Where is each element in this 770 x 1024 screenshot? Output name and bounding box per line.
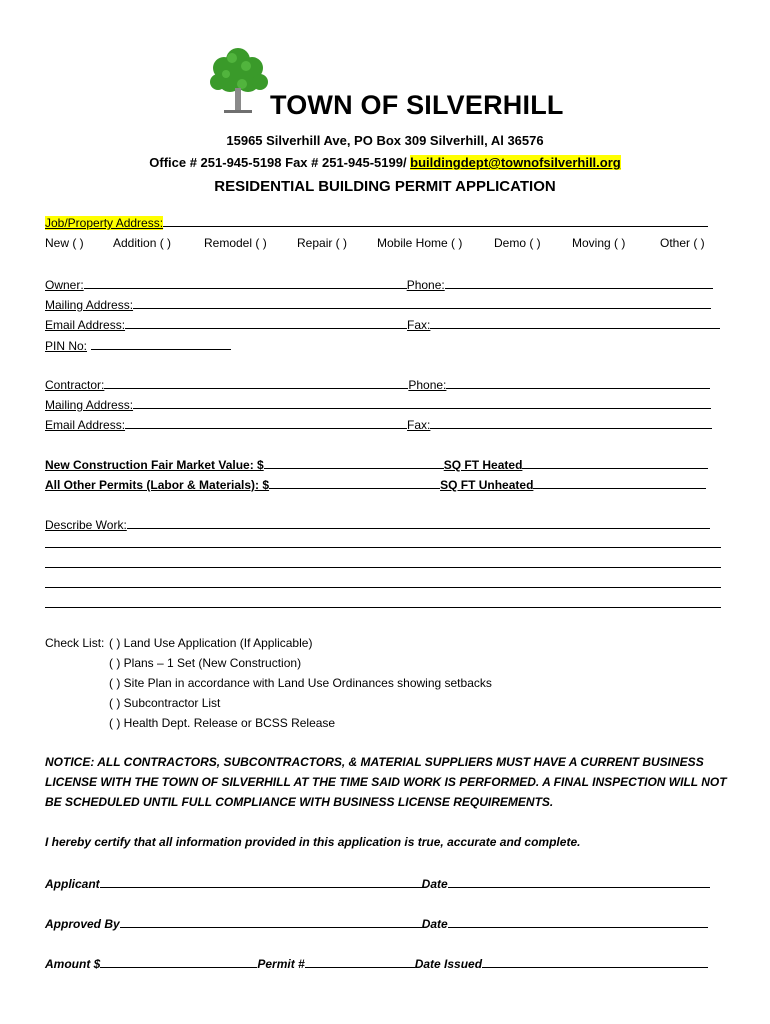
- date-issued-label: Date Issued: [414, 957, 483, 971]
- owner-email-label: Email Address:: [45, 318, 126, 332]
- owner-field[interactable]: [84, 277, 407, 289]
- business-license-notice: NOTICE: ALL CONTRACTORS, SUBCONTRACTORS, & MATERIAL SUPPLIERS MUST HAVE A CURRENT BUSINESS LICENSE WITH THE TOWN OF SILVERHILL AT THE TIME SAID WORK IS PERFORMED. A FINAL INSPECTION WILL NOT BE SCHEDULED UNTIL FULL COMPLIANCE WITH BUSINESS LICENSE REQUIREMENTS.: [45, 755, 727, 809]
- owner-label: Owner:: [45, 278, 84, 292]
- checklist-item[interactable]: ( ) Plans – 1 Set (New Construction): [109, 656, 302, 670]
- sqft-heated-label: SQ FT Heated: [443, 458, 523, 472]
- applicant-field[interactable]: [100, 876, 422, 888]
- owner-phone-label: Phone:: [406, 278, 445, 292]
- owner-mailing-row: [45, 297, 711, 312]
- checklist-item[interactable]: ( ) Subcontractor List: [109, 696, 221, 710]
- pin-label: PIN No:: [45, 339, 88, 353]
- contractor-mailing-row: [45, 397, 711, 412]
- job-address-row: [45, 215, 708, 230]
- applicant-row: [45, 876, 710, 891]
- contact-email-link[interactable]: buildingdept@townofsilverhill.org: [410, 155, 621, 170]
- owner-row: [45, 277, 713, 292]
- describe-work-field[interactable]: [127, 517, 710, 529]
- contractor-label: Contractor:: [45, 378, 105, 392]
- checklist-item[interactable]: ( ) Health Dept. Release or BCSS Release: [109, 716, 336, 730]
- sqft-unheated-field[interactable]: [533, 477, 706, 489]
- pin-field[interactable]: [91, 338, 231, 350]
- applicant-date-label: Date: [421, 877, 448, 891]
- checklist-item[interactable]: ( ) Land Use Application (If Applicable): [109, 636, 313, 650]
- contractor-mailing-label: Mailing Address:: [45, 398, 134, 412]
- permit-number-field[interactable]: [305, 956, 415, 968]
- contact-line: [0, 155, 770, 170]
- approved-by-row: [45, 916, 708, 931]
- contractor-mailing-field[interactable]: [133, 397, 711, 409]
- contractor-fax-label: Fax:: [407, 418, 431, 432]
- contractor-email-label: Email Address:: [45, 418, 126, 432]
- contractor-row: [45, 377, 710, 392]
- form-title: RESIDENTIAL BUILDING PERMIT APPLICATION: [214, 178, 556, 195]
- owner-email-field[interactable]: [125, 317, 407, 329]
- pin-row: [45, 338, 231, 353]
- new-construction-label: New Construction Fair Market Value: $: [45, 458, 264, 472]
- sqft-heated-field[interactable]: [522, 457, 708, 469]
- approved-date-field[interactable]: [448, 916, 708, 928]
- contact-phone-fax: Office # 251-945-5198 Fax # 251-945-5199/: [149, 155, 411, 170]
- other-permits-field[interactable]: [269, 477, 440, 489]
- contractor-phone-field[interactable]: [446, 377, 710, 389]
- town-logo: [206, 44, 270, 116]
- certification-statement: I hereby certify that all information provided in this application is true, accurate and complete.: [45, 835, 581, 849]
- permit-type-repair[interactable]: Repair ( ): [297, 236, 348, 250]
- describe-work-line[interactable]: [45, 607, 721, 608]
- checklist-label: Check List:: [45, 636, 105, 650]
- describe-work-line[interactable]: [45, 547, 721, 548]
- tree-icon: [206, 44, 270, 116]
- owner-mailing-label: Mailing Address:: [45, 298, 134, 312]
- owner-mailing-field[interactable]: [133, 297, 711, 309]
- applicant-date-field[interactable]: [448, 876, 710, 888]
- amount-row: [45, 956, 708, 971]
- approved-by-field[interactable]: [120, 916, 422, 928]
- amount-label: Amount $: [45, 957, 101, 971]
- job-address-label: Job/Property Address:: [45, 216, 164, 230]
- permit-type-other[interactable]: Other ( ): [660, 236, 705, 250]
- contractor-field[interactable]: [104, 377, 408, 389]
- amount-field[interactable]: [100, 956, 257, 968]
- contractor-email-row: [45, 417, 712, 432]
- contractor-phone-label: Phone:: [408, 378, 447, 392]
- other-permits-row: [45, 477, 706, 492]
- permit-type-addition[interactable]: Addition ( ): [113, 236, 172, 250]
- describe-work-line[interactable]: [45, 567, 721, 568]
- owner-fax-label: Fax:: [407, 318, 431, 332]
- new-construction-row: [45, 457, 708, 472]
- checklist-item[interactable]: ( ) Site Plan in accordance with Land Use Ordinances showing setbacks: [109, 676, 492, 690]
- permit-type-demo[interactable]: Demo ( ): [494, 236, 541, 250]
- job-address-field[interactable]: [163, 215, 708, 227]
- owner-fax-field[interactable]: [430, 317, 720, 329]
- contractor-email-field[interactable]: [125, 417, 407, 429]
- owner-email-row: [45, 317, 720, 332]
- describe-work-row: [45, 517, 710, 532]
- permit-type-moving[interactable]: Moving ( ): [572, 236, 626, 250]
- town-name: TOWN OF SILVERHILL: [270, 90, 564, 120]
- permit-type-mobile-home[interactable]: Mobile Home ( ): [377, 236, 463, 250]
- permit-number-label: Permit #: [257, 957, 305, 971]
- applicant-label: Applicant: [45, 877, 100, 891]
- contractor-fax-field[interactable]: [430, 417, 712, 429]
- permit-type-remodel[interactable]: Remodel ( ): [204, 236, 267, 250]
- describe-work-label: Describe Work:: [45, 518, 127, 532]
- describe-work-line[interactable]: [45, 587, 721, 588]
- sqft-unheated-label: SQ FT Unheated: [440, 478, 534, 492]
- approved-date-label: Date: [421, 917, 448, 931]
- permit-type-new[interactable]: New ( ): [45, 236, 84, 250]
- approved-by-label: Approved By: [45, 917, 120, 931]
- new-construction-field[interactable]: [264, 457, 444, 469]
- town-address: 15965 Silverhill Ave, PO Box 309 Silverhill, Al 36576: [226, 133, 544, 148]
- date-issued-field[interactable]: [482, 956, 708, 968]
- other-permits-label: All Other Permits (Labor & Materials): $: [45, 478, 270, 492]
- owner-phone-field[interactable]: [445, 277, 713, 289]
